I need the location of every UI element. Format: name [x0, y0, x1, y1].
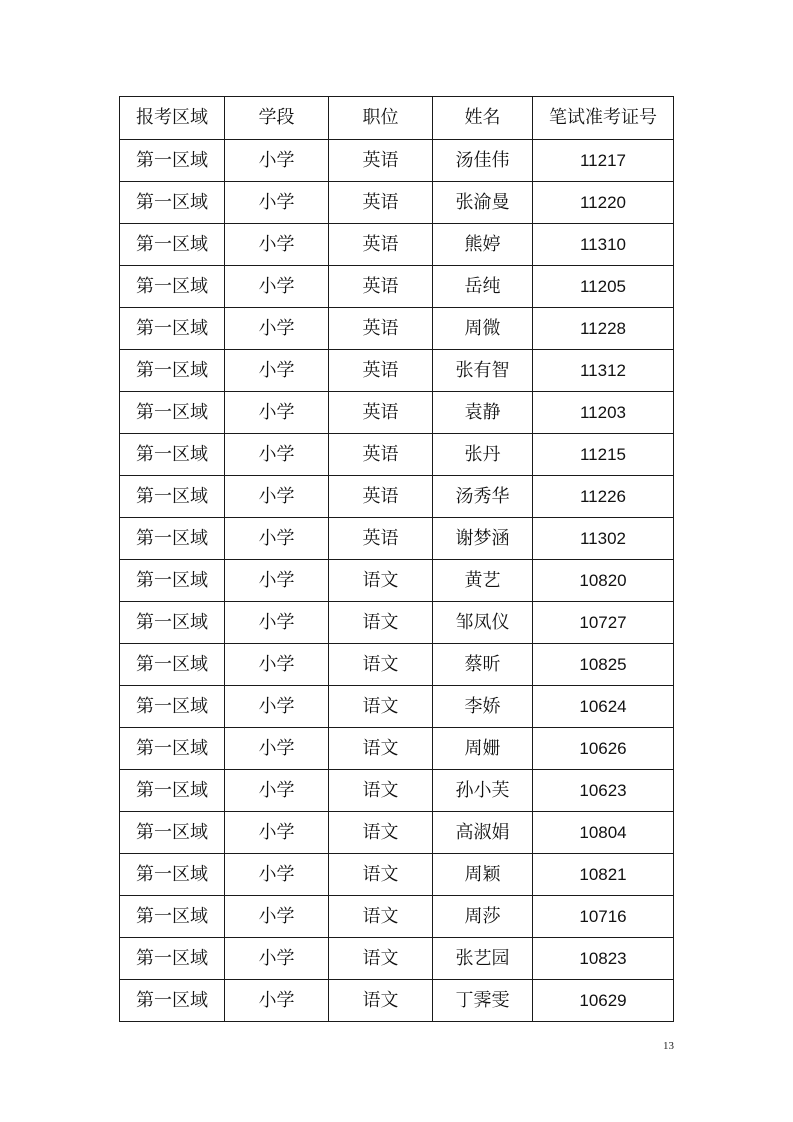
cell-position: 英语 — [329, 476, 433, 518]
cell-exam-id: 11226 — [533, 476, 674, 518]
cell-stage: 小学 — [225, 938, 329, 980]
cell-name: 邹凤仪 — [433, 602, 533, 644]
cell-name: 张有智 — [433, 350, 533, 392]
cell-exam-id: 11302 — [533, 518, 674, 560]
cell-position: 英语 — [329, 140, 433, 182]
cell-exam-id: 11215 — [533, 434, 674, 476]
cell-position: 语文 — [329, 728, 433, 770]
cell-stage: 小学 — [225, 602, 329, 644]
cell-stage: 小学 — [225, 266, 329, 308]
table-header — [120, 97, 674, 140]
table-row — [120, 896, 674, 938]
cell-name: 孙小芙 — [433, 770, 533, 812]
cell-position: 英语 — [329, 392, 433, 434]
cell-region: 第一区域 — [120, 476, 225, 518]
cell-name: 岳纯 — [433, 266, 533, 308]
cell-stage: 小学 — [225, 392, 329, 434]
cell-position: 语文 — [329, 896, 433, 938]
cell-region: 第一区域 — [120, 980, 225, 1022]
cell-region: 第一区域 — [120, 350, 225, 392]
cell-name: 张渝曼 — [433, 182, 533, 224]
table-row — [120, 518, 674, 560]
cell-name: 汤秀华 — [433, 476, 533, 518]
cell-exam-id: 11310 — [533, 224, 674, 266]
cell-position: 英语 — [329, 182, 433, 224]
cell-stage: 小学 — [225, 476, 329, 518]
header-position: 职位 — [329, 97, 433, 140]
table-row — [120, 980, 674, 1022]
cell-region: 第一区域 — [120, 854, 225, 896]
cell-position: 语文 — [329, 854, 433, 896]
cell-position: 英语 — [329, 224, 433, 266]
cell-exam-id: 11220 — [533, 182, 674, 224]
cell-name: 张丹 — [433, 434, 533, 476]
cell-stage: 小学 — [225, 140, 329, 182]
table-row — [120, 728, 674, 770]
cell-stage: 小学 — [225, 182, 329, 224]
cell-exam-id: 10626 — [533, 728, 674, 770]
cell-region: 第一区域 — [120, 602, 225, 644]
cell-position: 语文 — [329, 686, 433, 728]
table-row — [120, 182, 674, 224]
table-row — [120, 686, 674, 728]
cell-position: 语文 — [329, 770, 433, 812]
cell-region: 第一区域 — [120, 182, 225, 224]
header-exam-id: 笔试准考证号 — [533, 97, 674, 140]
cell-region: 第一区域 — [120, 770, 225, 812]
table-row — [120, 644, 674, 686]
table-row — [120, 308, 674, 350]
cell-position: 语文 — [329, 644, 433, 686]
cell-name: 周微 — [433, 308, 533, 350]
cell-name: 汤佳伟 — [433, 140, 533, 182]
cell-name: 周莎 — [433, 896, 533, 938]
table-row — [120, 602, 674, 644]
cell-position: 语文 — [329, 938, 433, 980]
cell-exam-id: 10820 — [533, 560, 674, 602]
cell-exam-id: 10727 — [533, 602, 674, 644]
cell-exam-id: 10825 — [533, 644, 674, 686]
cell-stage: 小学 — [225, 644, 329, 686]
table-row — [120, 434, 674, 476]
table-row — [120, 560, 674, 602]
cell-region: 第一区域 — [120, 140, 225, 182]
cell-name: 周姗 — [433, 728, 533, 770]
cell-position: 英语 — [329, 308, 433, 350]
table-row — [120, 350, 674, 392]
table-row — [120, 770, 674, 812]
cell-stage: 小学 — [225, 896, 329, 938]
cell-position: 语文 — [329, 812, 433, 854]
table-row — [120, 140, 674, 182]
cell-region: 第一区域 — [120, 686, 225, 728]
table-row — [120, 854, 674, 896]
table-row — [120, 266, 674, 308]
cell-position: 语文 — [329, 980, 433, 1022]
cell-stage: 小学 — [225, 770, 329, 812]
cell-exam-id: 10804 — [533, 812, 674, 854]
cell-region: 第一区域 — [120, 728, 225, 770]
cell-stage: 小学 — [225, 518, 329, 560]
cell-exam-id: 10821 — [533, 854, 674, 896]
cell-exam-id: 11228 — [533, 308, 674, 350]
header-name: 姓名 — [433, 97, 533, 140]
cell-exam-id: 10823 — [533, 938, 674, 980]
table-row — [120, 224, 674, 266]
cell-region: 第一区域 — [120, 392, 225, 434]
cell-stage: 小学 — [225, 980, 329, 1022]
cell-region: 第一区域 — [120, 224, 225, 266]
cell-position: 英语 — [329, 518, 433, 560]
cell-position: 英语 — [329, 434, 433, 476]
cell-region: 第一区域 — [120, 308, 225, 350]
cell-exam-id: 11205 — [533, 266, 674, 308]
cell-position: 英语 — [329, 266, 433, 308]
cell-name: 丁霁雯 — [433, 980, 533, 1022]
cell-position: 语文 — [329, 560, 433, 602]
cell-exam-id: 10623 — [533, 770, 674, 812]
cell-stage: 小学 — [225, 812, 329, 854]
cell-stage: 小学 — [225, 434, 329, 476]
cell-exam-id: 11312 — [533, 350, 674, 392]
table-row — [120, 812, 674, 854]
cell-region: 第一区域 — [120, 434, 225, 476]
cell-stage: 小学 — [225, 728, 329, 770]
header-row — [120, 97, 674, 140]
cell-exam-id: 10716 — [533, 896, 674, 938]
cell-name: 袁静 — [433, 392, 533, 434]
table-row — [120, 938, 674, 980]
cell-region: 第一区域 — [120, 560, 225, 602]
cell-exam-id: 11203 — [533, 392, 674, 434]
page-number: 13 — [663, 1040, 674, 1052]
cell-exam-id: 10624 — [533, 686, 674, 728]
cell-name: 高淑娟 — [433, 812, 533, 854]
cell-region: 第一区域 — [120, 644, 225, 686]
cell-name: 谢梦涵 — [433, 518, 533, 560]
cell-stage: 小学 — [225, 308, 329, 350]
cell-region: 第一区域 — [120, 812, 225, 854]
header-stage: 学段 — [225, 97, 329, 140]
cell-position: 英语 — [329, 350, 433, 392]
cell-stage: 小学 — [225, 350, 329, 392]
cell-stage: 小学 — [225, 224, 329, 266]
candidate-table — [119, 96, 674, 1022]
cell-region: 第一区域 — [120, 518, 225, 560]
header-region: 报考区域 — [120, 97, 225, 140]
table-body — [120, 140, 674, 1022]
table-row — [120, 476, 674, 518]
cell-stage: 小学 — [225, 560, 329, 602]
cell-stage: 小学 — [225, 854, 329, 896]
cell-stage: 小学 — [225, 686, 329, 728]
cell-region: 第一区域 — [120, 896, 225, 938]
cell-region: 第一区域 — [120, 266, 225, 308]
cell-name: 蔡昕 — [433, 644, 533, 686]
cell-name: 张艺园 — [433, 938, 533, 980]
cell-name: 熊婷 — [433, 224, 533, 266]
cell-exam-id: 11217 — [533, 140, 674, 182]
cell-name: 李娇 — [433, 686, 533, 728]
cell-position: 语文 — [329, 602, 433, 644]
table-row — [120, 392, 674, 434]
cell-region: 第一区域 — [120, 938, 225, 980]
cell-name: 周颖 — [433, 854, 533, 896]
cell-name: 黄艺 — [433, 560, 533, 602]
cell-exam-id: 10629 — [533, 980, 674, 1022]
